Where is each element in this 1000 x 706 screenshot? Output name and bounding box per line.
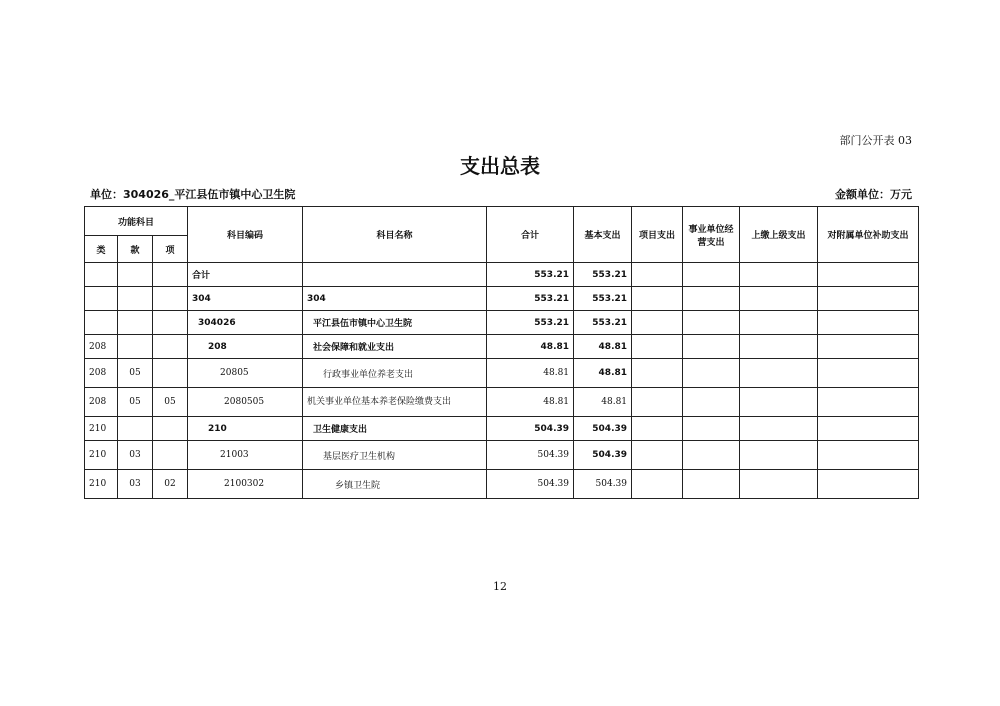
- cell-lei: [85, 287, 118, 311]
- cell-code: 208: [188, 335, 303, 359]
- cell-name: [303, 263, 487, 287]
- cell-code: 合计: [188, 263, 303, 287]
- cell-basic: 504.39: [574, 470, 632, 499]
- cell-xiang: [153, 359, 188, 388]
- header-xiang: 项: [153, 236, 188, 263]
- cell-business: [683, 470, 740, 499]
- cell-basic: 48.81: [574, 335, 632, 359]
- cell-subsidy: [818, 335, 919, 359]
- cell-business: [683, 417, 740, 441]
- cell-project: [632, 388, 683, 417]
- header-func-subject: 功能科目: [85, 207, 188, 236]
- cell-upper: [740, 470, 818, 499]
- cell-business: [683, 388, 740, 417]
- cell-upper: [740, 263, 818, 287]
- cell-code: 304026: [188, 311, 303, 335]
- table-row: [85, 441, 919, 470]
- cell-name: 机关事业单位基本养老保险缴费支出: [303, 388, 487, 417]
- cell-basic: 504.39: [574, 417, 632, 441]
- cell-kuan: [118, 335, 153, 359]
- cell-total: 504.39: [487, 441, 574, 470]
- cell-name: 平江县伍市镇中心卫生院: [303, 311, 487, 335]
- table-row: [85, 311, 919, 335]
- cell-project: [632, 311, 683, 335]
- cell-lei: [85, 311, 118, 335]
- cell-project: [632, 470, 683, 499]
- cell-xiang: [153, 417, 188, 441]
- cell-business: [683, 311, 740, 335]
- table-row: [85, 388, 919, 417]
- cell-upper: [740, 441, 818, 470]
- cell-lei: 210: [85, 441, 118, 470]
- expenditure-table: [84, 206, 919, 499]
- cell-kuan: [118, 311, 153, 335]
- cell-lei: [85, 263, 118, 287]
- cell-project: [632, 417, 683, 441]
- header-kuan: 款: [118, 236, 153, 263]
- cell-upper: [740, 359, 818, 388]
- cell-code: 20805: [188, 359, 303, 388]
- cell-lei: 210: [85, 417, 118, 441]
- page-title: 支出总表: [460, 154, 540, 178]
- cell-xiang: 05: [153, 388, 188, 417]
- header-name: 科目名称: [303, 207, 487, 263]
- cell-name: 乡镇卫生院: [303, 470, 487, 499]
- cell-code: 304: [188, 287, 303, 311]
- cell-upper: [740, 388, 818, 417]
- cell-total: 504.39: [487, 470, 574, 499]
- table-row: [85, 287, 919, 311]
- page-number: 12: [493, 580, 507, 593]
- cell-basic: 504.39: [574, 441, 632, 470]
- cell-code: 2100302: [188, 470, 303, 499]
- cell-business: [683, 287, 740, 311]
- cell-upper: [740, 335, 818, 359]
- cell-kuan: 05: [118, 359, 153, 388]
- cell-basic: 553.21: [574, 311, 632, 335]
- cell-upper: [740, 287, 818, 311]
- cell-code: 2080505: [188, 388, 303, 417]
- cell-subsidy: [818, 287, 919, 311]
- cell-basic: 48.81: [574, 359, 632, 388]
- cell-total: 553.21: [487, 263, 574, 287]
- table-row: [85, 359, 919, 388]
- cell-total: 553.21: [487, 311, 574, 335]
- cell-upper: [740, 311, 818, 335]
- cell-name: 社会保障和就业支出: [303, 335, 487, 359]
- cell-subsidy: [818, 470, 919, 499]
- cell-basic: 553.21: [574, 263, 632, 287]
- cell-lei: 208: [85, 388, 118, 417]
- cell-name: 304: [303, 287, 487, 311]
- table-row: [85, 417, 919, 441]
- cell-lei: 210: [85, 470, 118, 499]
- cell-xiang: [153, 287, 188, 311]
- table-row: [85, 263, 919, 287]
- cell-kuan: 03: [118, 470, 153, 499]
- cell-name: 卫生健康支出: [303, 417, 487, 441]
- cell-lei: 208: [85, 335, 118, 359]
- cell-xiang: [153, 263, 188, 287]
- header-upper: 上缴上级支出: [740, 207, 818, 263]
- cell-xiang: [153, 441, 188, 470]
- cell-kuan: [118, 417, 153, 441]
- cell-total: 48.81: [487, 359, 574, 388]
- cell-name: 基层医疗卫生机构: [303, 441, 487, 470]
- cell-business: [683, 441, 740, 470]
- cell-subsidy: [818, 441, 919, 470]
- cell-kuan: [118, 287, 153, 311]
- cell-project: [632, 287, 683, 311]
- cell-business: [683, 359, 740, 388]
- cell-kuan: 05: [118, 388, 153, 417]
- cell-subsidy: [818, 311, 919, 335]
- cell-project: [632, 263, 683, 287]
- cell-project: [632, 441, 683, 470]
- cell-subsidy: [818, 388, 919, 417]
- cell-upper: [740, 417, 818, 441]
- cell-business: [683, 335, 740, 359]
- header-code: 科目编码: [188, 207, 303, 263]
- cell-xiang: [153, 311, 188, 335]
- table-row: [85, 335, 919, 359]
- cell-basic: 553.21: [574, 287, 632, 311]
- cell-subsidy: [818, 359, 919, 388]
- cell-kuan: 03: [118, 441, 153, 470]
- cell-project: [632, 359, 683, 388]
- header-subsidy: 对附属单位补助支出: [818, 207, 919, 263]
- cell-code: 21003: [188, 441, 303, 470]
- form-number: 部门公开表 03: [839, 134, 912, 147]
- header-basic: 基本支出: [574, 207, 632, 263]
- cell-code: 210: [188, 417, 303, 441]
- cell-kuan: [118, 263, 153, 287]
- amount-unit-label: 金额单位：万元: [835, 188, 912, 201]
- cell-subsidy: [818, 417, 919, 441]
- header-lei: 类: [85, 236, 118, 263]
- cell-lei: 208: [85, 359, 118, 388]
- table-row: [85, 470, 919, 499]
- header-business: 事业单位经营支出: [683, 207, 740, 263]
- header-total: 合计: [487, 207, 574, 263]
- cell-subsidy: [818, 263, 919, 287]
- cell-xiang: 02: [153, 470, 188, 499]
- cell-business: [683, 263, 740, 287]
- cell-xiang: [153, 335, 188, 359]
- cell-total: 48.81: [487, 335, 574, 359]
- unit-label: 单位：304026_平江县伍市镇中心卫生院: [90, 188, 296, 201]
- cell-total: 48.81: [487, 388, 574, 417]
- cell-total: 504.39: [487, 417, 574, 441]
- cell-project: [632, 335, 683, 359]
- header-project: 项目支出: [632, 207, 683, 263]
- cell-basic: 48.81: [574, 388, 632, 417]
- cell-name: 行政事业单位养老支出: [303, 359, 487, 388]
- cell-total: 553.21: [487, 287, 574, 311]
